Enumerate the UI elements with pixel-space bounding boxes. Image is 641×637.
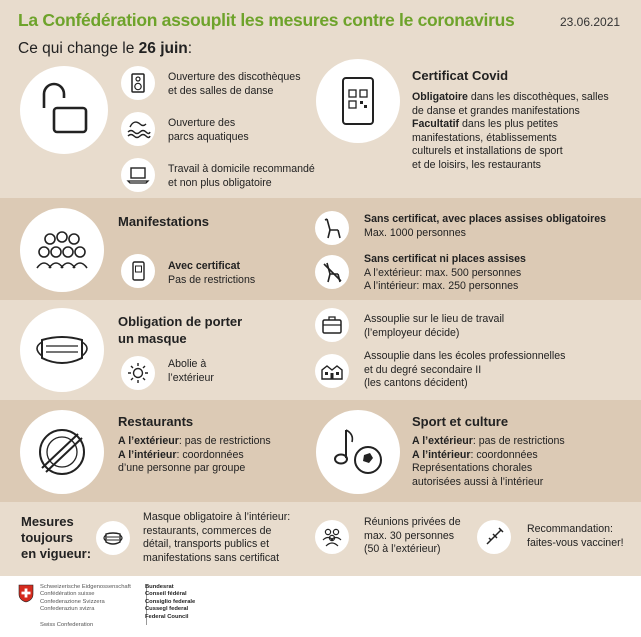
sport-circle (316, 410, 400, 494)
laptop-icon-circle (121, 158, 155, 192)
syringe-icon (477, 520, 511, 554)
restaurants-text: A l’extérieur: pas de restrictions A l’intérieur: coordonnées d’une personne par groupe (118, 435, 271, 475)
speaker-icon (121, 66, 155, 100)
masque-heading: Obligation de porter un masque (118, 314, 243, 346)
federal-council-names: Bundesrat Conseil fédéral Consiglio federale Cussegl federal Federal Council (145, 584, 196, 620)
ecoles-text: Assouplie dans les écoles professionnelles et du degré secondaire II (les cantons décident) (364, 350, 566, 390)
sun-icon (121, 356, 155, 390)
manifestations-heading: Manifestations (118, 214, 210, 229)
smartphone-icon (121, 254, 155, 288)
certificat-text: Obligatoire dans les discothèques, salles de danse et grandes manifestations Facultatif dans les plus petites manifestations, établissements culturels et installations de sport et de loisirs, les restaurants (412, 91, 609, 171)
mask-small-circle (96, 521, 130, 555)
laptop-icon (121, 158, 155, 192)
briefcase-icon (315, 308, 349, 342)
briefcase-icon-circle (315, 308, 349, 342)
restaurant-circle (20, 410, 104, 494)
chair-icon (315, 211, 349, 245)
school-icon-circle (315, 354, 349, 388)
page-subtitle: Ce qui change le 26 juin: (18, 40, 193, 57)
vigueur-masque-text: Masque obligatoire à l’intérieur: restaurants, commerces de détail, transports publics et manifestations sans certificat (143, 511, 291, 564)
avec-certificat-text: Avec certificat Pas de restrictions (168, 260, 256, 286)
speaker-icon-circle (121, 66, 155, 100)
swiss-coat-of-arms-icon (18, 584, 34, 603)
swiss-confederation-label: Swiss Confederation (40, 622, 94, 628)
vigueur-heading: Mesures toujours en vigueur: (21, 514, 92, 561)
face-mask-icon-small (96, 521, 130, 555)
discos-text: Ouverture des discothèques et des salles de danse (168, 71, 301, 97)
homework-text: Travail à domicile recommandé et non plus obligatoire (168, 163, 315, 189)
sport-text: A l’extérieur: pas de restrictions A l’intérieur: coordonnées Représentations chorales autorisées aussi à l’intérieur (412, 435, 565, 488)
abolie-text: Abolie à l’extérieur (168, 358, 214, 384)
publication-date: 23.06.2021 (560, 15, 621, 29)
page-title: La Confédération assouplit les mesures contre le coronavirus (18, 10, 515, 30)
school-building-icon (315, 354, 349, 388)
open-padlock-icon (20, 66, 108, 154)
wave-icon-circle (121, 112, 155, 146)
padlock-circle (20, 66, 108, 154)
federal-admin-names: Schweizerische Eidgenossenschaft Confédération suisse Confederazione Svizzera Confederaziun svizra (40, 584, 131, 613)
sun-icon-circle (121, 356, 155, 390)
wave-pool-icon (121, 112, 155, 146)
restaurants-heading: Restaurants (118, 414, 194, 429)
seated-text: Sans certificat, avec places assises obligatoires Max. 1000 personnes (364, 213, 607, 239)
crowd-circle (20, 208, 104, 292)
certificate-circle (316, 59, 400, 143)
chair-icon-circle (315, 211, 349, 245)
certificat-heading: Certificat Covid (412, 68, 509, 83)
noseat-text: Sans certificat ni places assises A l’extérieur: max. 500 personnes A l’intérieur: max. 250 personnes (364, 253, 526, 293)
no-chair-icon (315, 255, 349, 289)
smartphone-qr-icon (316, 59, 400, 143)
phone-icon-circle (121, 254, 155, 288)
vaccin-text: Recommandation: faites-vous vacciner! (527, 523, 624, 549)
aquatic-text: Ouverture des parcs aquatiques (168, 117, 249, 143)
sport-heading: Sport et culture (412, 414, 509, 429)
travail-text: Assouplie sur le lieu de travail (l’employeur décide) (364, 313, 505, 339)
no-chair-icon-circle (315, 255, 349, 289)
group-icon (315, 520, 349, 554)
crowd-icon (20, 208, 104, 292)
music-ball-icon (316, 410, 400, 494)
face-mask-icon (20, 308, 104, 392)
mask-circle (20, 308, 104, 392)
syringe-small-circle (477, 520, 511, 554)
plate-cutlery-icon (20, 410, 104, 494)
reunions-text: Réunions privées de max. 30 personnes (50 à l’extérieur) (364, 516, 461, 556)
people-small-circle (315, 520, 349, 554)
